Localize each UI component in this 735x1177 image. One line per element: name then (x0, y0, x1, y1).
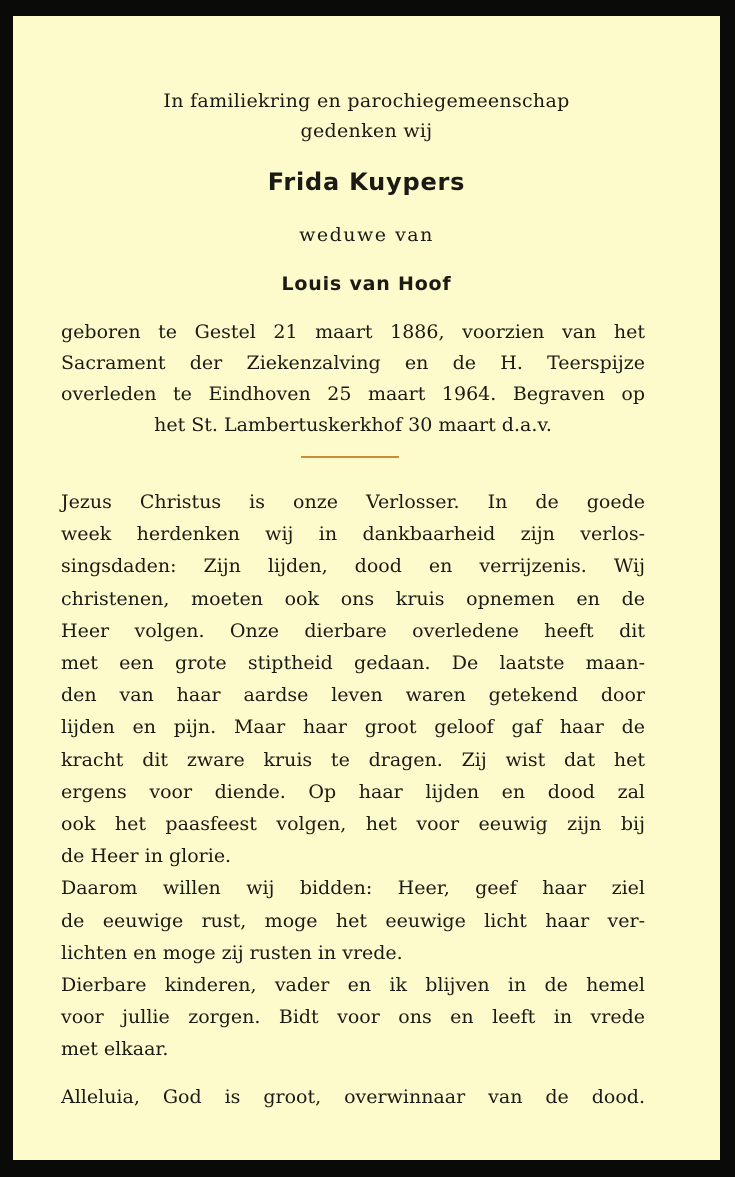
meditation-line: met een grote stiptheid gedaan. De laatste maan- (61, 652, 645, 675)
biography-line: het St. Lambertuskerkhof 30 maart d.a.v. (154, 414, 552, 436)
meditation-line: den van haar aardse leven waren getekend door (61, 684, 645, 707)
intro-line: In familiekring en parochiegemeenschap (163, 90, 570, 112)
meditation-line: lichten en moge zij rusten in vrede. (61, 941, 403, 964)
meditation-line: Heer volgen. Onze dierbare overledene heeft dit (61, 619, 645, 642)
meditation-line: ook het paasfeest volgen, het voor eeuwig zijn bij (61, 813, 645, 836)
meditation-line: week herdenken wij in dankbaarheid zijn verlos- (61, 523, 645, 546)
deceased-name: Frida Kuypers (267, 168, 466, 196)
meditation-line: Dierbare kinderen, vader en ik blijven in de hemel (61, 974, 645, 997)
meditation-line: singsdaden: Zijn lijden, dood en verrijzenis. Wij (61, 555, 645, 578)
relation-text: weduwe van (299, 224, 434, 246)
biography-line: Sacrament der Ziekenzalving en de H. Teerspijze (61, 352, 645, 374)
meditation-line: voor jullie zorgen. Bidt voor ons en leeft in vrede (61, 1006, 645, 1029)
meditation-line: de eeuwige rust, moge het eeuwige licht haar ver- (61, 909, 645, 932)
meditation-text (61, 486, 645, 1066)
closing-line: Alleluia, God is groot, overwinnaar van de dood. (61, 1086, 645, 1108)
meditation-line: Daarom willen wij bidden: Heer, geef haar ziel (61, 877, 645, 900)
meditation-line: christenen, moeten ook ons kruis opnemen en de (61, 587, 645, 610)
divider (301, 456, 399, 458)
meditation-line: ergens voor diende. Op haar lijden en dood zal (61, 780, 645, 803)
biography-line: overleden te Eindhoven 25 maart 1964. Begraven op (61, 383, 645, 405)
meditation-line: kracht dit zware kruis te dragen. Zij wist dat het (61, 748, 645, 771)
meditation-line: met elkaar. (61, 1038, 169, 1061)
intro-text (13, 86, 720, 146)
intro-line: gedenken wij (300, 120, 433, 142)
spouse-name: Louis van Hoof (281, 273, 452, 295)
biography-line: geboren te Gestel 21 maart 1886, voorzien van het (61, 321, 645, 343)
biography (61, 317, 645, 441)
meditation-line: Jezus Christus is onze Verlosser. In de goede (61, 491, 645, 513)
memorial-card (13, 16, 720, 1160)
meditation-line: de Heer in glorie. (61, 845, 232, 868)
meditation-line: lijden en pijn. Maar haar groot geloof gaf haar de (61, 716, 645, 739)
